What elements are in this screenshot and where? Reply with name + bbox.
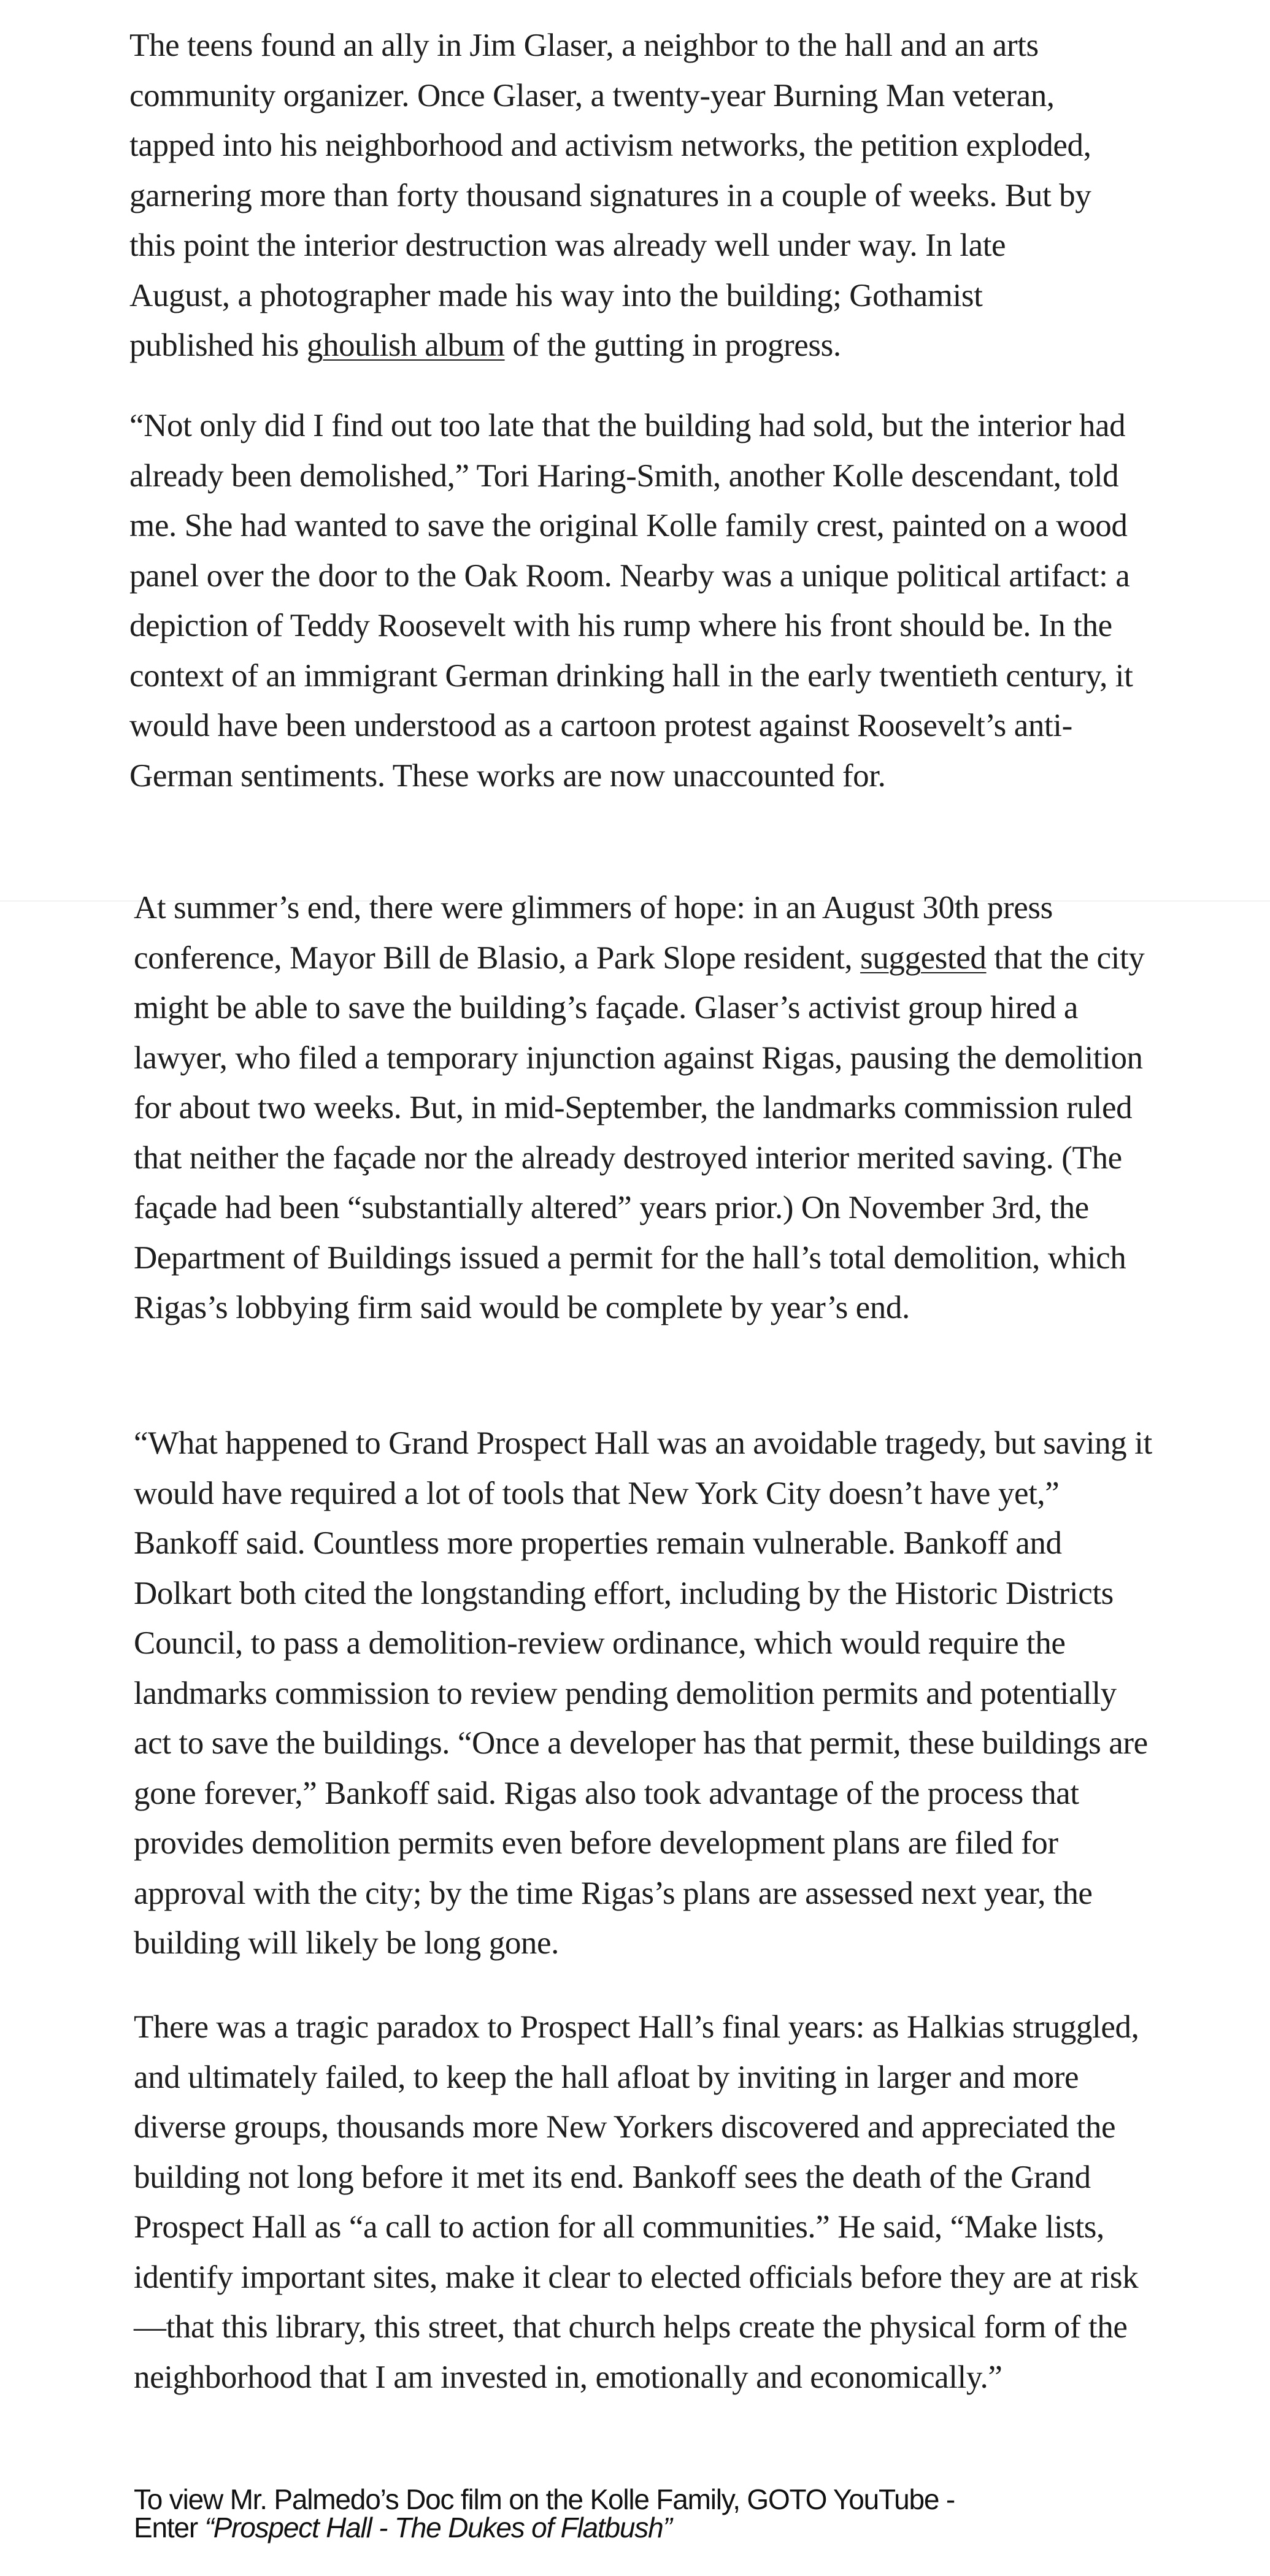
- youtube-note-prefix: Enter: [134, 2512, 205, 2543]
- paragraph-tragic-paradox: There was a tragic paradox to Prospect Hall’s final years: as Halkias struggled, and ultimately failed, to keep the hall afloat by inviting in larger and more diverse groups, thousands more New Yorkers discovered and appreciated the building not long before it met its end. Bankoff sees the death of the Grand Prospect Hall as “a call to action for all communities.” He said, “Make lists, identify important sites, make it clear to elected officials before they are at risk—that this library, this street, that church helps create the physical form of the neighborhood that I am invested in, emotionally and economically.”: [134, 2009, 1139, 2395]
- youtube-note-line-1: To view Mr. Palmedo’s Doc film on the Kolle Family, GOTO YouTube -: [134, 2483, 955, 2515]
- paragraph-text: At summer’s end, there were glimmers of hope: in an August 30th press conference, Mayor Bill de Blasio, a Park Slope resident,: [134, 890, 1053, 976]
- paragraph-summer-end: [134, 883, 1152, 1333]
- paragraph-text: The teens found an ally in Jim Glaser, a neighbor to the hall and an arts community organizer. Once Glaser, a twenty-year Burning Man veteran, tapped into his neighborhood and activism networks, the petition exploded, garnering more than forty thousand signatures in a couple of weeks. But by this point the interior destruction was already well under way. In late August, a photographer made his way into the building; Gothamist published his: [129, 28, 1091, 363]
- ghoulish-album-link[interactable]: ghoulish album: [306, 328, 505, 363]
- youtube-note-line-2: [134, 2513, 1177, 2542]
- paragraph-text: of the gutting in progress.: [504, 328, 841, 363]
- youtube-note: [134, 2485, 1177, 2542]
- paragraph-haring-smith-quote: “Not only did I find out too late that the building had sold, but the interior had already been demolished,” Tori Haring-Smith, another Kolle descendant, told me. She had wanted to save the original Kolle family crest, painted on a wood panel over the door to the Oak Room. Nearby was a unique political artifact: a depiction of Teddy Roosevelt with his rump where his front should be. In the context of an immigrant German drinking hall in the early twentieth century, it would have been understood as a cartoon protest against Roosevelt’s anti-German sentiments. These works are now unaccounted for.: [129, 408, 1133, 794]
- youtube-film-title: “Prospect Hall - The Dukes of Flatbush”: [204, 2512, 672, 2543]
- paragraph-text: that the city might be able to save the building’s façade. Glaser’s activist group hired a lawyer, who filed a temporary injunction against Rigas, pausing the demolition for about two weeks. But, in mid-September, the landmarks commission ruled that neither the façade nor the already destroyed interior merited saving. (The façade had been “substantially altered” years prior.) On November 3rd, the Department of Buildings issued a permit for the hall’s total demolition, which Rigas’s lobbying firm said would be complete by year’s end.: [134, 940, 1145, 1325]
- article-top-section: [0, 0, 1270, 900]
- suggested-link[interactable]: suggested: [860, 940, 987, 976]
- paragraph-avoidable-tragedy: “What happened to Grand Prospect Hall was an avoidable tragedy, but saving it would have required a lot of tools that New York City doesn’t have yet,” Bankoff said. Countless more properties remain vulnerable. Bankoff and Dolkart both cited the longstanding effort, including by the Historic Districts Council, to pass a demolition-review ordinance, which would require the landmarks commission to review pending demolition permits and potentially act to save the buildings. “Once a developer has that permit, these buildings are gone forever,” Bankoff said. Rigas also took advantage of the process that provides demolition permits even before development plans are filed for approval with the city; by the time Rigas’s plans are assessed next year, the building will likely be long gone.: [134, 1425, 1152, 1961]
- paragraph-glaser-petition: [129, 21, 1111, 371]
